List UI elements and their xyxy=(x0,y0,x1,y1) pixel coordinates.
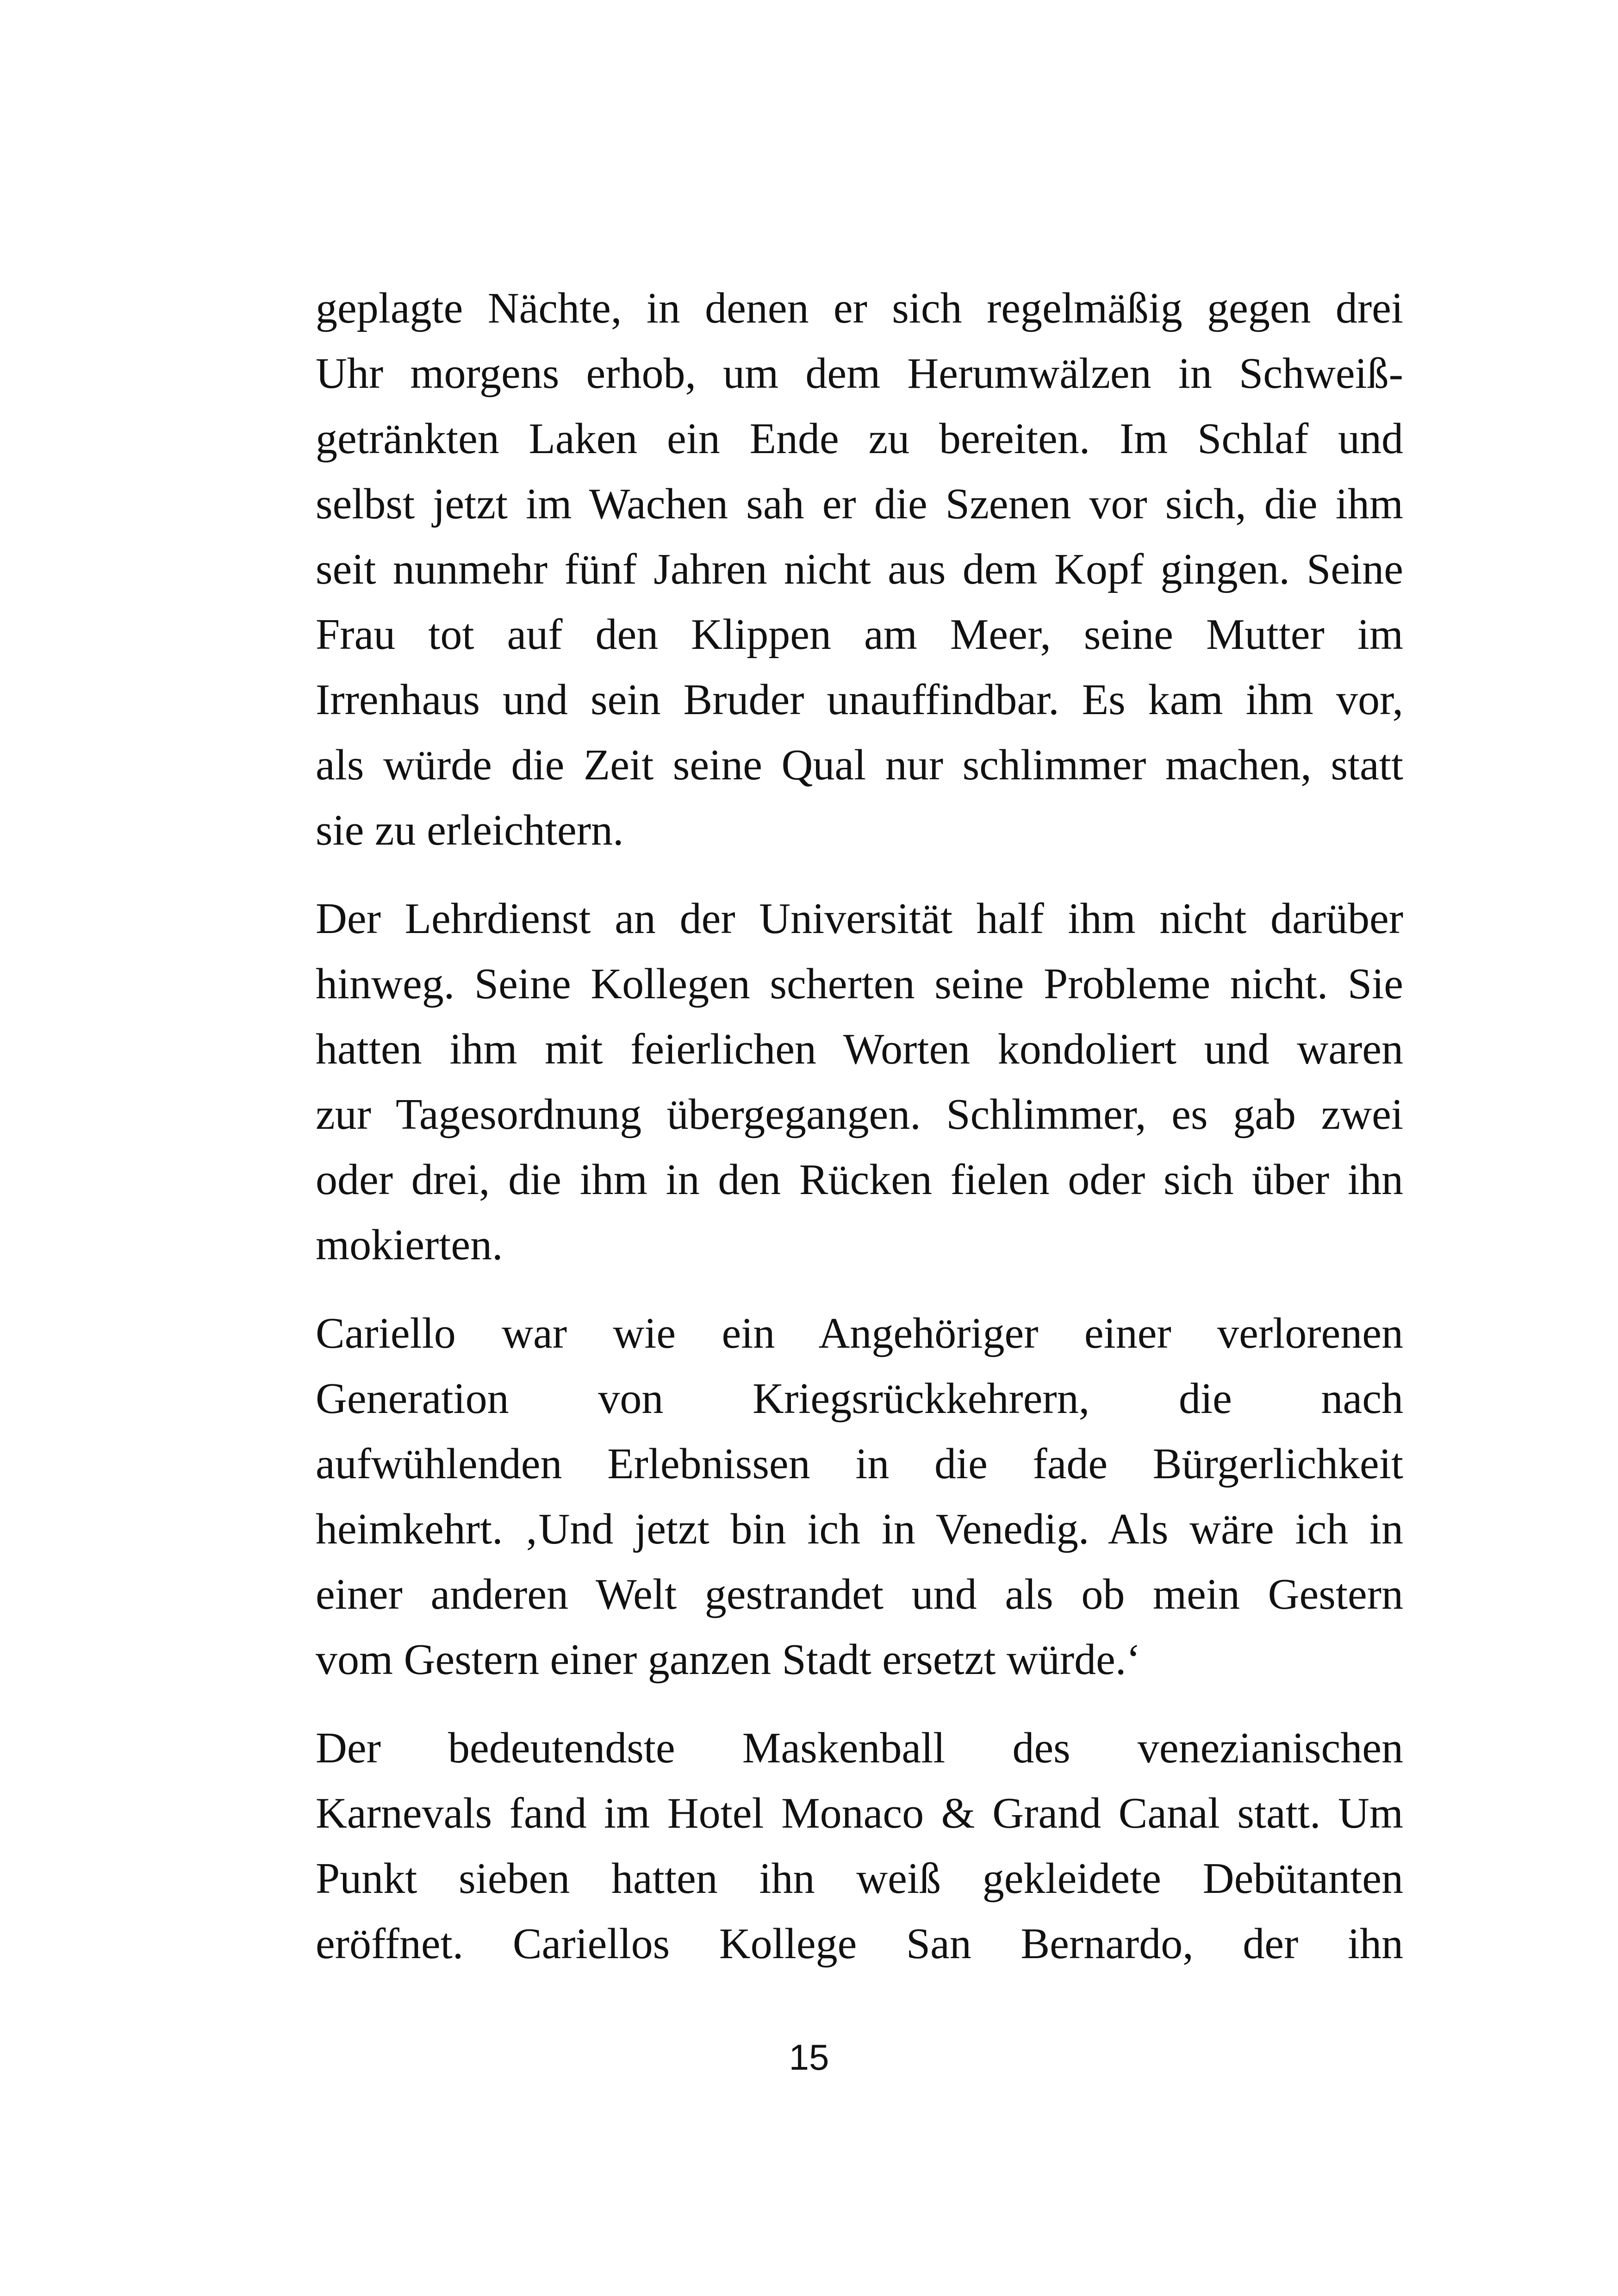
page-number: 15 xyxy=(789,2037,829,2078)
text-line: einer anderen Welt gestrandet und als ob mein Gestern xyxy=(316,1570,1403,1618)
paragraph xyxy=(316,1301,1403,1692)
text-line: hatten ihm mit feierlichen Worten kondoliert und waren xyxy=(316,1025,1403,1073)
text-line: aufwühlenden Erlebnissen in die fade Bürgerlichkeit xyxy=(316,1440,1403,1488)
paragraph xyxy=(316,1716,1403,1977)
text-line: hinweg. Seine Kollegen scherten seine Probleme nicht. Sie xyxy=(316,960,1403,1008)
text-line: eröffnet. Cariellos Kollege San Bernardo, der ihn xyxy=(316,1920,1403,1968)
text-line: als würde die Zeit seine Qual nur schlimmer machen, statt xyxy=(316,741,1403,789)
text-line: getränkten Laken ein Ende zu bereiten. Im Schlaf und xyxy=(316,415,1403,463)
body-text xyxy=(316,276,1403,2000)
text-line: oder drei, die ihm in den Rücken fielen oder sich über ihn xyxy=(316,1156,1403,1204)
text-line: Der bedeutendste Maskenball des venezianischen xyxy=(316,1724,1403,1772)
text-line: Frau tot auf den Klippen am Meer, seine Mutter im xyxy=(316,610,1403,659)
text-line: seit nunmehr fünf Jahren nicht aus dem Kopf gingen. Seine xyxy=(316,545,1403,593)
text-line: Uhr morgens erhob, um dem Herumwälzen in Schweiß- xyxy=(316,349,1403,398)
text-line: Karnevals fand im Hotel Monaco & Grand Canal statt. Um xyxy=(316,1789,1403,1837)
text-line: vom Gestern einer ganzen Stadt ersetzt würde.‘ xyxy=(316,1636,1141,1684)
text-line: geplagte Nächte, in denen er sich regelmäßig gegen drei xyxy=(316,284,1403,332)
text-line: mokierten. xyxy=(316,1221,503,1269)
paragraph xyxy=(316,886,1403,1278)
text-line: Irrenhaus und sein Bruder unauffindbar. Es kam ihm vor, xyxy=(316,676,1403,724)
paragraph xyxy=(316,276,1403,863)
text-line: Cariello war wie ein Angehöriger einer verlorenen xyxy=(316,1309,1403,1357)
text-line: selbst jetzt im Wachen sah er die Szenen vor sich, die ihm xyxy=(316,480,1403,528)
text-line: heimkehrt. ‚Und jetzt bin ich in Venedig. Als wäre ich in xyxy=(316,1505,1403,1553)
text-line: Generation von Kriegsrückkehrern, die nach xyxy=(316,1375,1403,1423)
text-line: sie zu erleichtern. xyxy=(316,806,624,854)
text-line: Der Lehrdienst an der Universität half ihm nicht darüber xyxy=(316,895,1403,943)
text-line: zur Tagesordnung übergegangen. Schlimmer, es gab zwei xyxy=(316,1090,1403,1139)
text-line: Punkt sieben hatten ihn weiß gekleidete Debütanten xyxy=(316,1854,1403,1903)
